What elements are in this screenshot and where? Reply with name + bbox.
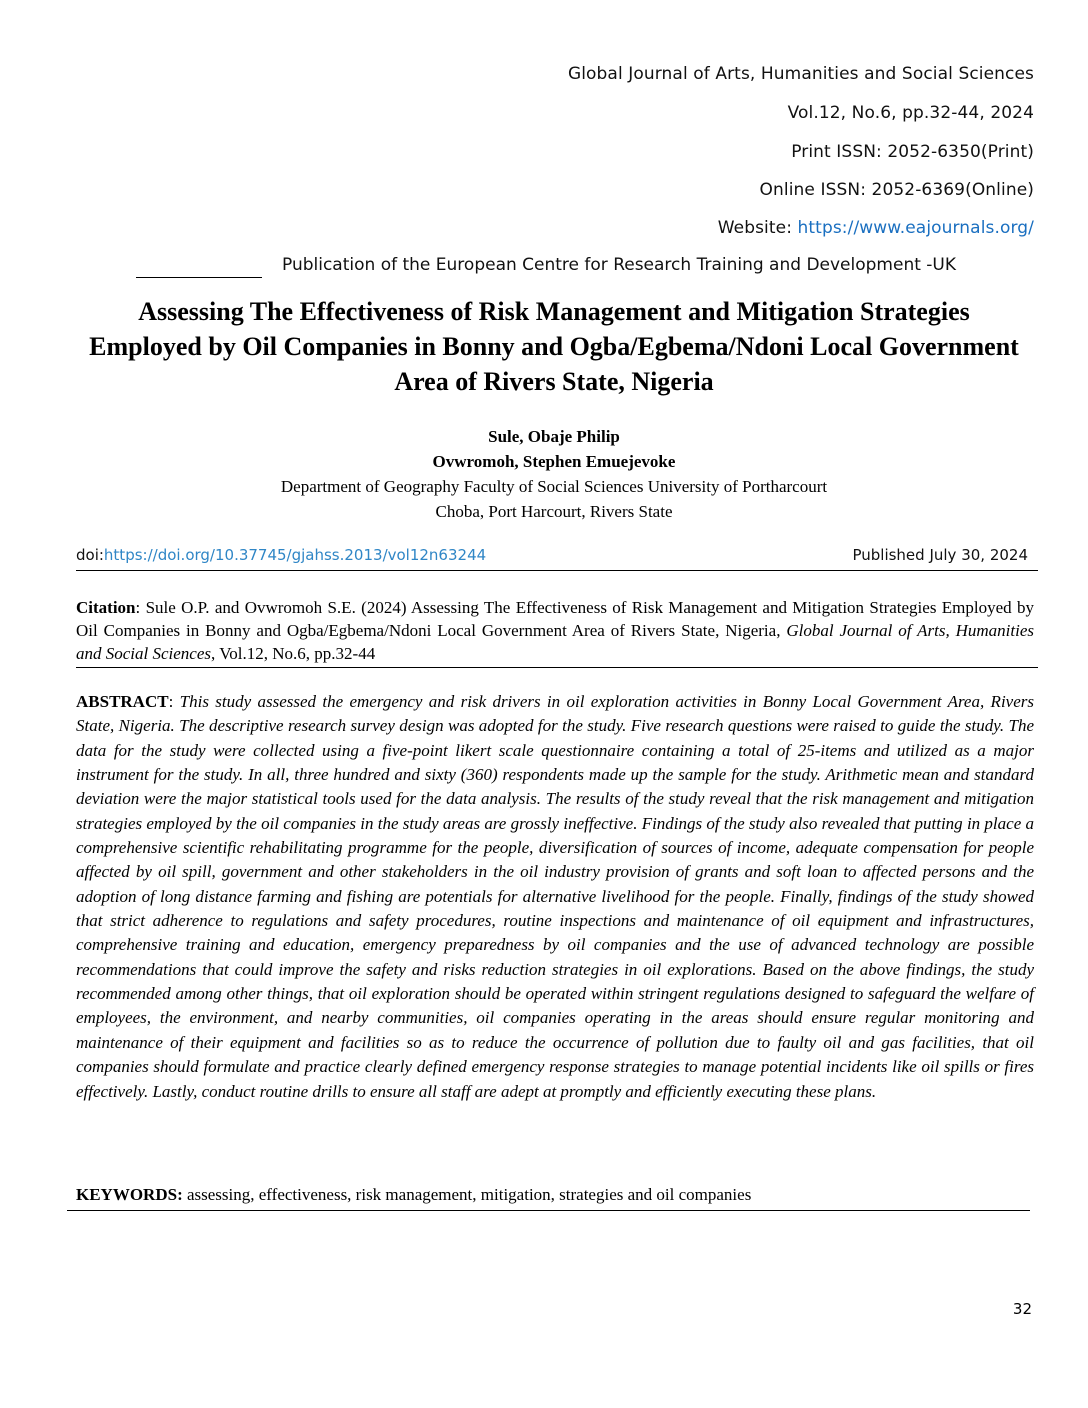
journal-name: Global Journal of Arts, Humanities and Social Sciences bbox=[567, 64, 1034, 84]
citation-label: Citation bbox=[76, 598, 136, 617]
author-1: Sule, Obaje Philip bbox=[488, 427, 620, 446]
keywords-label: KEYWORDS: bbox=[76, 1185, 183, 1204]
header-rule bbox=[136, 277, 262, 278]
keywords-rule bbox=[67, 1210, 1030, 1211]
author-2: Ovwromoh, Stephen Emuejevoke bbox=[432, 452, 676, 471]
citation-volume: , Vol.12, No.6, pp.32-44 bbox=[211, 644, 376, 663]
website-label: Website: bbox=[717, 218, 798, 238]
abstract-separator: : bbox=[168, 692, 180, 711]
print-issn: Print ISSN: 2052-6350(Print) bbox=[791, 142, 1034, 162]
abstract-label: ABSTRACT bbox=[76, 692, 169, 711]
online-issn: Online ISSN: 2052-6369(Online) bbox=[759, 180, 1034, 200]
website-line bbox=[718, 218, 1034, 238]
abstract-text: This study assessed the emergency and risk drivers in oil exploration activities in Bonny Local Government Area, Rivers State, Nigeria. The descriptive research survey design was adopted for the study. Five research questions were raised to guide the study. The data for the study were collected using a five-point likert scale questionnaire containing a total of 25-items and utilized as a major instrument for the study. In all, three hundred and sixty (360) respondents made up the sample for the study. Arithmetic mean and standard deviation were the major statistical tools used for the data analysis. The results of the study reveal that the risk management and mitigation strategies employed by the oil companies in the study areas are grossly ineffective. Findings of the study also revealed that putting in place a comprehensive scientific rehabilitating programme for the people, diversification of sources of income, adequate compensation for people affected by oil spill, government and other stakeholders in the oil industry provision of grants and soft loan to affected persons and the adoption of long distance farming and fishing are potentials for alternative livelihood for the people. Finally, findings of the study showed that strict adherence to regulations and safety procedures, routine inspections and maintenance of oil equipment and infrastructures, comprehensive training and education, emergency preparedness by oil companies and the use of advanced technology are possible recommendations that could improve the safety and risks reduction strategies in oil explorations. Based on the above findings, the study recommended among other things, that oil exploration should be operated within stringent regulations designed to safeguard the welfare of employees, the environment, and nearby communities, oil companies operating in the areas should ensure regular monitoring and maintenance of their equipment and facilities so as to reduce the occurrence of pollution due to faulty oil and gas facilities, that oil companies should formulate and practice clearly defined emergency response strategies to manage potential incidents like oil spills or fires effectively. Lastly, conduct routine drills to ensure all staff are adept at promptly and efficiently executing these plans. bbox=[76, 692, 1034, 1101]
keywords-block bbox=[76, 1183, 1034, 1206]
citation-text: : Sule O.P. and Ovwromoh S.E. (2024) Assessing The Effectiveness of Risk Management and Mitigation Strategies Employed by Oil Companies in Bonny and Ogba/Egbema/Ndoni Local Government Area of Rivers State, Nigeria, bbox=[76, 598, 1034, 640]
author-block bbox=[0, 424, 1088, 524]
paper-title: Assessing The Effectiveness of Risk Management and Mitigation Strategies Employed by Oil Companies in Bonny and Ogba/Egbema/Ndoni Local Government Area of Rivers State, Nigeria bbox=[89, 297, 1019, 396]
keywords-text: assessing, effectiveness, risk management, mitigation, strategies and oil companies bbox=[182, 1185, 752, 1204]
abstract-block bbox=[76, 690, 1034, 1104]
doi-link[interactable]: https://doi.org/10.37745/gjahss.2013/vol12n63244 bbox=[103, 546, 487, 564]
citation-block bbox=[76, 596, 1034, 665]
affiliation-line-2: Choba, Port Harcourt, Rivers State bbox=[435, 502, 673, 521]
website-link[interactable]: https://www.eajournals.org/ bbox=[797, 218, 1034, 238]
published-date: Published July 30, 2024 bbox=[852, 546, 1028, 564]
doi-rule bbox=[76, 570, 1038, 571]
page-number: 32 bbox=[1012, 1300, 1032, 1318]
volume-info: Vol.12, No.6, pp.32-44, 2024 bbox=[787, 103, 1034, 123]
citation-journal: Global Journal of Arts, Humanities and Social Sciences bbox=[76, 621, 1034, 663]
doi-label: doi: bbox=[76, 546, 104, 564]
affiliation-line-1: Department of Geography Faculty of Social Sciences University of Portharcourt bbox=[280, 477, 828, 496]
publisher-line: Publication of the European Centre for Research Training and Development -UK bbox=[282, 255, 957, 275]
citation-rule bbox=[76, 667, 1038, 668]
doi-row bbox=[76, 546, 1038, 564]
